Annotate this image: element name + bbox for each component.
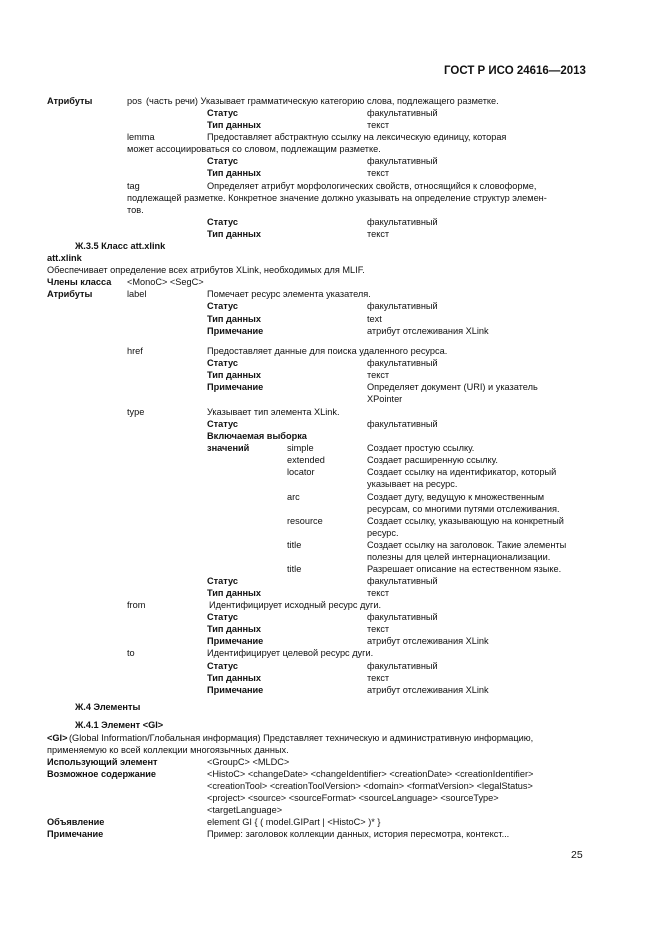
gi-intro: (Global Information/Глобальная информация) Представляет техническую и административную информацию, [69,733,534,743]
type-value: text [367,314,382,324]
type-label: Тип данных [207,314,262,324]
content-line: <HistoC> <changeDate> <changeIdentifier> <creationDate> <creationIdentifier> [207,769,534,779]
attributes-label: Атрибуты [47,96,93,106]
value-key: resource [287,516,323,526]
value-desc: Создает дугу, ведущую к множественным [367,492,545,502]
value-desc: Создает ссылку на идентификатор, который [367,467,557,477]
type-label: Тип данных [207,168,262,178]
attr-from-name: from [127,600,146,610]
type-label: Тип данных [207,588,262,598]
attr-type-name: type [127,407,145,417]
attr-pos-name: pos [127,96,142,106]
decl-label: Объявление [47,817,105,827]
content-label: Возможное содержание [47,769,157,779]
attr-lemma-desc: Предоставляет абстрактную ссылку на лексическую единицу, которая [207,132,507,142]
status-label: Статус [207,108,238,118]
value-desc: Создает расширенную ссылку. [367,455,498,465]
type-value: текст [367,588,390,598]
type-label: Тип данных [207,370,262,380]
value-desc: Создает ссылку, указывающую на конкретный [367,516,564,526]
attr-type-desc: Указывает тип элемента XLink. [207,407,340,417]
value-key: locator [287,467,315,477]
status-label: Статус [207,612,238,622]
type-label: Тип данных [207,624,262,634]
attr-to-name: to [127,648,135,658]
attr-href-name: href [127,346,143,356]
value-desc: указывает на ресурс. [367,479,458,489]
status-value: факультативный [367,156,438,166]
value-key: extended [287,455,325,465]
value-key: title [287,540,302,550]
class-name: att.xlink [47,253,82,263]
status-label: Статус [207,217,238,227]
type-value: текст [367,120,390,130]
attr-lemma-name: lemma [127,132,155,142]
value-desc: ресурс. [367,528,399,538]
attr-tag-desc-3: тов. [127,205,144,215]
value-key: simple [287,443,314,453]
members-label: Члены класса [47,277,112,287]
content-line: <targetLanguage> [207,805,283,815]
type-label: Тип данных [207,120,262,130]
status-value: факультативный [367,217,438,227]
note-value: Определяет документ (URI) и указатель [367,382,538,392]
value-desc: Разрешает описание на естественном языке. [367,564,562,574]
attributes-label: Атрибуты [47,289,93,299]
note-label: Примечание [207,326,264,336]
attr-href-desc: Предоставляет данные для поиска удаленного ресурса. [207,346,448,356]
status-value: факультативный [367,301,438,311]
note-value: атрибут отслеживания XLink [367,636,489,646]
attr-tag-desc-2: подлежащей разметке. Конкретное значение должно указывать на определение структур элемен- [127,193,547,203]
note-label: Примечание [47,829,104,839]
type-value: текст [367,229,390,239]
gi-intro-2: применяемую ко всей коллекции многоязычных данных. [47,745,289,755]
note-value: Пример: заголовок коллекции данных, история пересмотра, контекст... [207,829,510,839]
status-value: факультативный [367,108,438,118]
status-value: факультативный [367,358,438,368]
status-value: факультативный [367,576,438,586]
attr-from-desc: Идентифицирует исходный ресурс дуги. [209,600,382,610]
document-id: ГОСТ Р ИСО 24616—2013 [444,65,586,77]
uses-value: <GroupC> <MLDC> [207,757,290,767]
note-value: атрибут отслеживания XLink [367,326,489,336]
note-value: атрибут отслеживания XLink [367,685,489,695]
attr-tag-desc: Определяет атрибут морфологических свойств, относящийся к словоформе, [207,181,537,191]
attr-label-desc: Помечает ресурс элемента указателя. [207,289,371,299]
note-label: Примечание [207,382,264,392]
status-label: Статус [207,576,238,586]
attr-pos-desc: (часть речи) Указывает грамматическую категорию слова, подлежащего разметке. [146,96,499,106]
gi-intro-tag: <GI> [47,733,68,743]
status-label: Статус [207,156,238,166]
note-label: Примечание [207,685,264,695]
attr-lemma-desc-2: может ассоциироваться со словом, подлежащим разметке. [127,144,381,154]
status-label: Статус [207,358,238,368]
value-desc: ресурсам, со многими путями отслеживания. [367,504,560,514]
note-value-2: XPointer [367,394,403,404]
status-value: факультативный [367,612,438,622]
attr-to-desc: Идентифицирует целевой ресурс дуги. [207,648,374,658]
content-line: <creationTool> <creationToolVersion> <domain> <formatVersion> <legalStatus> [207,781,533,791]
type-value: текст [367,624,390,634]
decl-value: element GI { ( model.GIPart | <HistoC> )* } [207,817,381,827]
type-value: текст [367,673,390,683]
value-desc: полезны для целей интернационализации. [367,552,551,562]
status-label: Статус [207,301,238,311]
section-heading: Ж.3.5 Класс att.xlink [75,241,166,251]
uses-label: Использующий элемент [47,757,158,767]
section-heading: Ж.4 Элементы [75,702,141,712]
choice-label: Включаемая выборка [207,431,307,441]
value-key: title [287,564,302,574]
attr-label-name: label [127,289,147,299]
type-value: текст [367,168,390,178]
status-label: Статус [207,661,238,671]
values-label: значений [207,443,250,453]
members-value: <MonoC> <SegC> [127,277,204,287]
status-value: факультативный [367,661,438,671]
subsection-heading: Ж.4.1 Элемент <GI> [75,720,164,730]
attr-tag-name: tag [127,181,140,191]
status-label: Статус [207,419,238,429]
content-line: <project> <source> <sourceFormat> <sourceLanguage> <sourceType> [207,793,499,803]
status-value: факультативный [367,419,438,429]
note-label: Примечание [207,636,264,646]
type-value: текст [367,370,390,380]
value-desc: Создает ссылку на заголовок. Такие элементы [367,540,567,550]
value-desc: Создает простую ссылку. [367,443,475,453]
page-number: 25 [571,849,583,861]
type-label: Тип данных [207,229,262,239]
class-intro: Обеспечивает определение всех атрибутов XLink, необходимых для MLIF. [47,265,365,275]
type-label: Тип данных [207,673,262,683]
value-key: arc [287,492,300,502]
